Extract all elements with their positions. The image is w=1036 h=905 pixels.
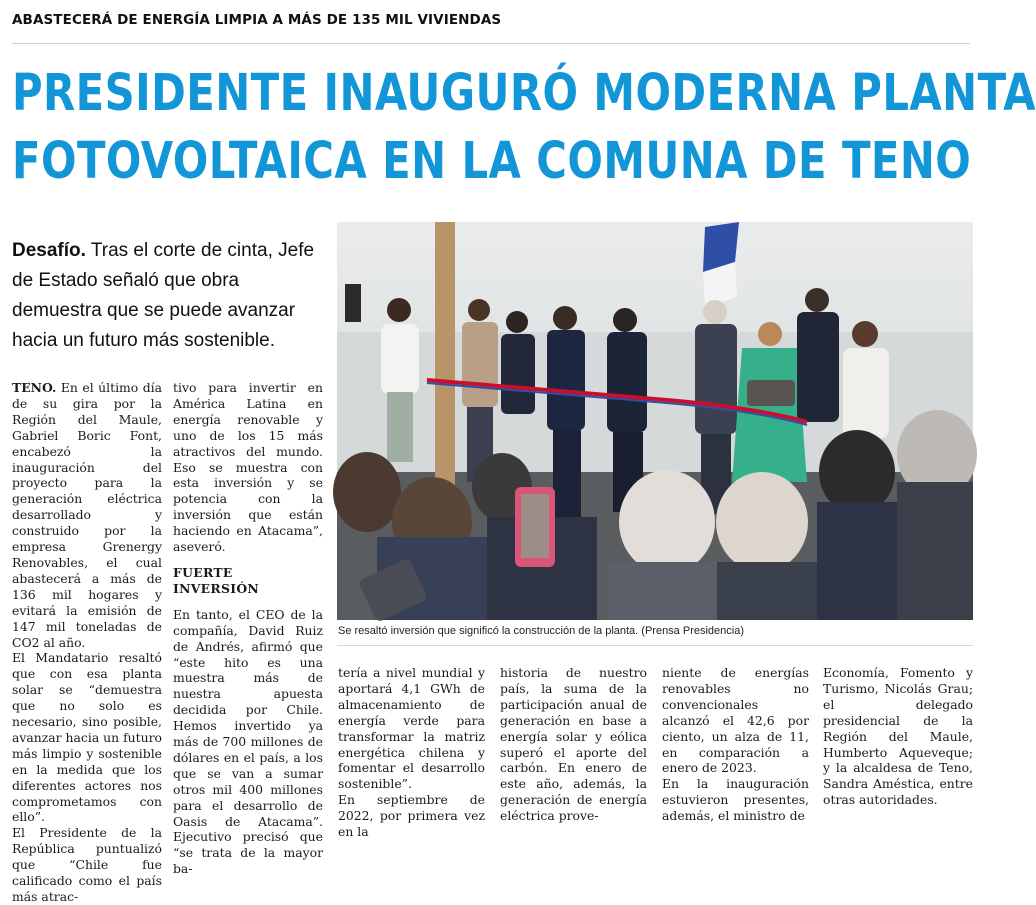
photo-caption: Se resaltó inversión que significó la construcción de la planta. (Prensa Presidencia) xyxy=(338,625,744,637)
paragraph: tería a nivel mundial y aportará 4,1 GWh de almacenamiento de energía verde para transformar la matriz energética chilena y fomentar el desarrollo sostenible”. xyxy=(338,665,485,792)
headline xyxy=(12,60,1036,196)
paragraph: TENO. En el último día de su gira por la Región del Maule, Gabriel Boric Font, encabezó la inauguración del proyecto para la generación eléctrica desarrollado y construido por la empresa Grenergy Renovables, el cual abastecerá a más de 136 mil hogares y evitará la emisión de 147 mil toneladas de CO2 al año. xyxy=(12,380,162,650)
article-column-5 xyxy=(662,665,809,824)
lede xyxy=(12,236,327,356)
paragraph: En septiembre de 2022, por primera vez en la xyxy=(338,792,485,840)
paragraph: Economía, Fomento y Turismo, Nicolás Grau; el delegado presidencial de la Región del Maule, Humberto Aqueveque; y la alcaldesa de Teno, Sandra Améstica, entre otras autoridades. xyxy=(823,665,973,808)
paragraph: En la inauguración estuvieron presentes, además, el ministro de xyxy=(662,776,809,824)
article-column-1 xyxy=(12,380,162,904)
paragraph: El Presidente de la República puntualizó que “Chile fue calificado como el país más atrac- xyxy=(12,825,162,904)
article-column-6 xyxy=(823,665,973,815)
kicker: ABASTECERÁ DE ENERGÍA LIMPIA A MÁS DE 135 MIL VIVIENDAS xyxy=(12,12,502,28)
lede-label: Desafío. xyxy=(12,240,86,261)
caption-rule xyxy=(337,645,973,646)
article-column-2 xyxy=(173,380,323,877)
paragraph: tivo para invertir en América Latina en energía renovable y uno de los 15 más atractivos del mundo. Eso se muestra con esta inversión y se potencia con la inversión que están haciendo en Atacama”, aseveró. xyxy=(173,380,323,555)
paragraph: En tanto, el CEO de la compañía, David Ruiz de Andrés, afirmó que “este hito es una muestra más de nuestra apuesta decidida por Chile. Hemos invertido ya más de 700 millones de dólares en el país, a los que se van a sumar otros mil 400 millones para el desarrollo de Oasis de Atacama”. Ejecutivo precisó que “se trata de la mayor ba- xyxy=(173,606,323,877)
paragraph: historia de nuestro país, la suma de la participación anual de generación en base a energía solar y eólica superó el aporte del carbón. En enero de este año, además, la generación de energía eléctrica prove- xyxy=(500,665,647,824)
article-column-3 xyxy=(338,665,485,840)
article-column-4 xyxy=(500,665,647,824)
lede-text: Tras el corte de cinta, Jefe de Estado señaló que obra demuestra que se puede avanzar hacia un futuro más sostenible. xyxy=(12,240,315,351)
event-photo xyxy=(337,222,973,620)
paragraph: niente de energías renovables no convencionales alcanzó el 42,6 por ciento, un alza de 11, en comparación a enero de 2023. xyxy=(662,665,809,776)
subhead: FUERTE INVERSIÓN xyxy=(173,564,260,596)
header-rule xyxy=(12,43,970,44)
headline-line-2: FOTOVOLTAICA EN LA COMUNA DE TENO xyxy=(12,132,972,191)
dateline: TENO. xyxy=(12,380,57,395)
headline-line-1: PRESIDENTE INAUGURÓ MODERNA PLANTA xyxy=(12,64,1036,123)
paragraph: El Mandatario resaltó que con esa planta solar se “demuestra que no solo es necesario, sino posible, avanzar hacia un futuro más limpio y sostenible en la medida que los diferentes actores nos comprometamos con ello”. xyxy=(12,650,162,825)
